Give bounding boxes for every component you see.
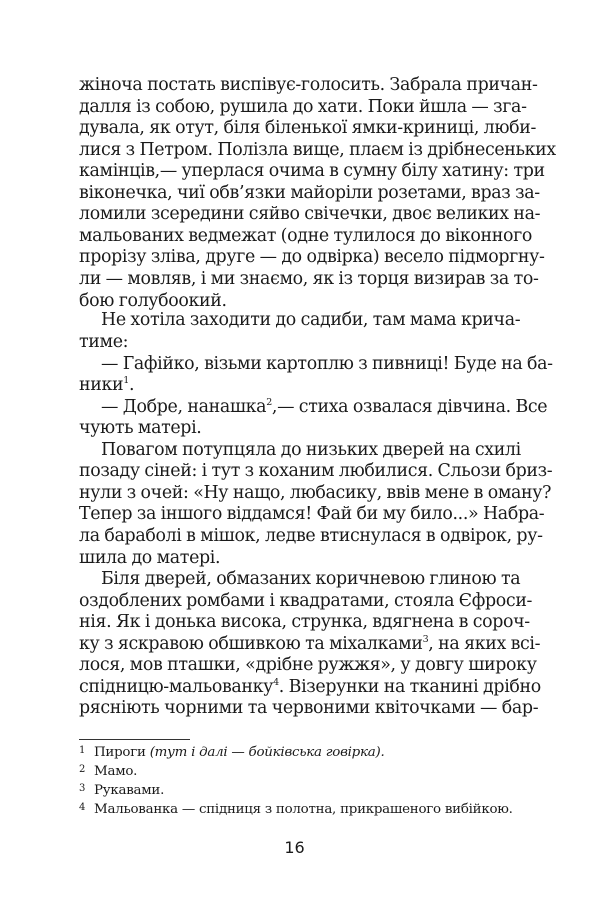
text-run: спідницю-мальованку bbox=[79, 677, 274, 697]
text-line: камінців,— уперлася очима в сумну білу хатину: три bbox=[79, 161, 545, 181]
footnote-text: Пироги bbox=[94, 745, 150, 760]
footnote-ref[interactable]: 3 bbox=[422, 634, 429, 645]
text-line: Тепер за іншого віддамся! Фай би му било...» Набра- bbox=[79, 504, 545, 524]
text-line: Повагом потупцяла до низьких дверей на схилі bbox=[101, 440, 521, 460]
footnote-rule bbox=[79, 739, 190, 740]
text-run: . Візерунки на тканині дрібно bbox=[278, 677, 541, 697]
text-run: ники bbox=[79, 375, 124, 395]
text-line: тиме: bbox=[79, 332, 129, 352]
text-run: ,— стиха озвалася дівчина. Все bbox=[271, 397, 548, 417]
text-line: прорізу зліва, друге — до одвірка) весело підморгну- bbox=[79, 247, 545, 267]
text-line: Біля дверей, обмазаних коричневою глиною та bbox=[101, 569, 521, 589]
text-line: віконечка, чиї обв’язки майоріли розетами, враз за- bbox=[79, 183, 540, 203]
text-line: лися з Петром. Полізла вище, плаєм із дрібнесеньких bbox=[79, 140, 556, 160]
text-line: Не хотіла заходити до садиби, там мама крича- bbox=[101, 310, 521, 330]
footnote-ref[interactable]: 1 bbox=[123, 375, 129, 386]
dialogue-line: — Гафійко, візьми картоплю з пивниці! Буде на ба- bbox=[101, 354, 553, 374]
text-line: шила до матері. bbox=[79, 548, 221, 568]
text-line: нія. Як і донька висока, струнка, вдягнена в сороч- bbox=[79, 612, 530, 632]
footnote: 3 Рукавами. bbox=[79, 783, 165, 798]
text-line bbox=[79, 695, 539, 721]
text-line: дувала, як отут, біля біленької ямки-криниці, люби- bbox=[79, 118, 537, 138]
footnote: 2 Мамо. bbox=[79, 764, 138, 779]
text-run: рясніють чорними та червоними квіточками — бар- bbox=[79, 698, 539, 718]
text-line: мальованих ведмежат (одне тулилося до віконного bbox=[79, 226, 532, 246]
footnote-ref[interactable]: 2 bbox=[266, 397, 272, 408]
text-line: ломили зсередини сяйво свічечки, двоє великих на- bbox=[79, 204, 541, 224]
footnote: 4 Мальованка — спідниця з полотна, прикрашеного вибійкою. bbox=[79, 802, 513, 817]
footnote-text: Мальованка — спідниця з полотна, прикрашеного вибійкою. bbox=[94, 802, 513, 817]
text-line: ли — мовляв, і ми знаємо, як із торця визирав за то- bbox=[79, 269, 539, 289]
text-run: — Добре, нанашка bbox=[101, 397, 267, 417]
footnote-italic: (тут і далі — бойківська говірка). bbox=[149, 745, 385, 760]
text-line: чують матері. bbox=[79, 418, 202, 438]
text-line: ла бараболі в мішок, ледве втиснулася в одвірок, ру- bbox=[79, 526, 543, 546]
text-line: бою голубоокий. bbox=[79, 291, 227, 311]
text-run: . bbox=[128, 375, 135, 395]
text-line: позаду сіней: і тут з коханим любилися. Сльози бриз- bbox=[79, 461, 553, 481]
footnote-text: Мамо. bbox=[94, 764, 138, 779]
page-number: 16 bbox=[284, 838, 305, 857]
text-line: жіноча постать виспівує-голосить. Забрала причан- bbox=[79, 75, 538, 95]
text-line: далля із собою, рушила до хати. Поки йшла — зга- bbox=[79, 97, 527, 117]
text-line: оздоблених ромбами і квадратами, стояла Єфроси- bbox=[79, 591, 533, 611]
text-line: нули з очей: «Ну нащо, любасику, ввів мене в оману? bbox=[79, 483, 552, 503]
footnote-ref[interactable]: 4 bbox=[273, 677, 279, 688]
footnote: 1 Пироги (тут і далі — бойківська говірка). bbox=[79, 745, 385, 760]
text-run: лося, мов пташки, «дрібне ружжя», у довгу широку bbox=[79, 655, 537, 675]
text-run: , на яких всі- bbox=[428, 634, 541, 654]
footnote-text: Рукавами. bbox=[94, 783, 165, 798]
text-run: ку з яскравою обшивкою та міхалками bbox=[79, 634, 423, 654]
